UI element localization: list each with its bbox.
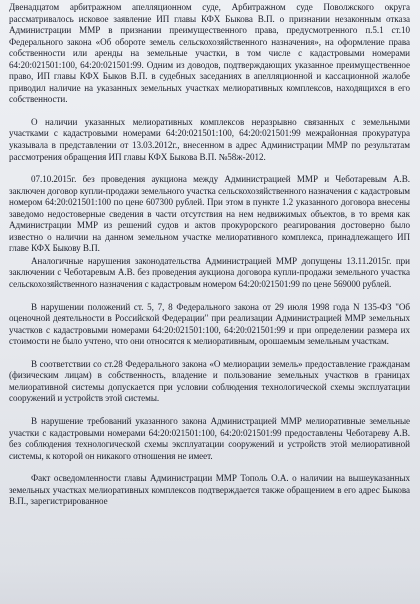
page-shadow (0, 564, 420, 604)
paragraph-prosecutor-notice: О наличии указанных мелиоративных комплексов неразрывно связанных с земельными участками с кадастровыми номерами 64:20:021501:100, 64:20:021501:99 межрайонная прокуратура указывала в представлении от 13.03.2012г., внесенном в адрес Администрации ММР по результатам рассмотрения обращения ИП главы КФХ Быкова В.П. №58ж-2012. (9, 116, 410, 162)
paragraph-valuation-law: В нарушении положений ст. 5, 7, 8 Федерального закона от 29 июля 1998 года N 135-ФЗ "Об оценочной деятельности в Российской Федерации" при реализации Администрацией ММР земельных участков с кадастровыми номерами 64:20:021501:100, 64:20:021501:99 и при определении размера их стоимости не было учтено, что они относятся к мелиоративным, орошаемым земельным участкам. (9, 301, 410, 347)
paragraph-court-proceedings: Двенадцатом арбитражном апелляционном суде, Арбитражном суде Поволжского округа рассматривалось исковое заявление ИП главы КФХ Быкова В.П. о признании незаконным отказа Администрации ММР в признании преимущественного права, предусмотренного п.5.1 ст.10 Федерального закона «Об обороте земель сельскохозяйственного назначения», на оформление права собственности или аренды на земельные участки, в том числе с кадастровыми номерами 64:20:021501:100, 64:20:021501:99. Одним из доводов, подтверждающих указанное преимущественное право, ИП главы КФХ Быков В.П. в судебных заседаниях в апелляционной и кассационной жалобе приводил наличие на указанных земельных участках мелиоративных комплексов, находящихся в его собственности. (9, 2, 410, 105)
paragraph-melioration-law: В соответствии со ст.28 Федерального закона «О мелиорации земель» предоставление гражданам (физическим лицам) в собственность, владение и пользование земельных участков в границах мелиоративной системы допускается при условии соблюдения технологической схемы эксплуатации сооружений и устройств этой системы. (9, 358, 410, 404)
paragraph-violation: В нарушение требований указанного закона Администрацией ММР мелиоративные земельные участки с кадастровыми номерами 64:20:021501:100, 64:20:021501:99 предоставлены Чеботареву А.В. без соблюдения технологической схемы эксплуатации сооружений и устройств этой мелиоративной системы, к которой он никакого отношения не имеет. (9, 415, 410, 461)
paragraph-sale-contract-99: Аналогичные нарушения законодательства Администрацией ММР допущены 13.11.2015г. при заключении с Чеботаревым А.В. без проведения аукциона договора купли-продажи земельного участка сельскохозяйственного назначения с кадастровым номером 64:20:021501:99 по цене 569000 рублей. (9, 255, 410, 290)
document-body (9, 2, 410, 509)
paragraph-awareness: Факт осведомленности главы Администрации ММР Тополь О.А. о наличии на вышеуказанных земельных участках мелиоративных комплексов подтверждается также обращением в его адрес Быкова В.П., зарегистрированное (9, 473, 410, 507)
paragraph-sale-contract-100: 07.10.2015г. без проведения аукциона между Администрацией ММР и Чеботаревым А.В. заключен договор купли-продажи земельного участка сельскохозяйственного назначения с кадастровым номером 64:20:021501:100 по цене 607300 рублей. При этом в пункте 1.2 указанного договора внесены заведомо недостоверные сведения в части отсутствия на нем недвижимых объектов, в то время как Администрации ММР из решений судов и актов прокурорского реагирования достоверно было известно о наличии на данном земельном участке мелиоративного комплекса, принадлежащего ИП главе КФХ Быкову В.П. (9, 174, 410, 254)
